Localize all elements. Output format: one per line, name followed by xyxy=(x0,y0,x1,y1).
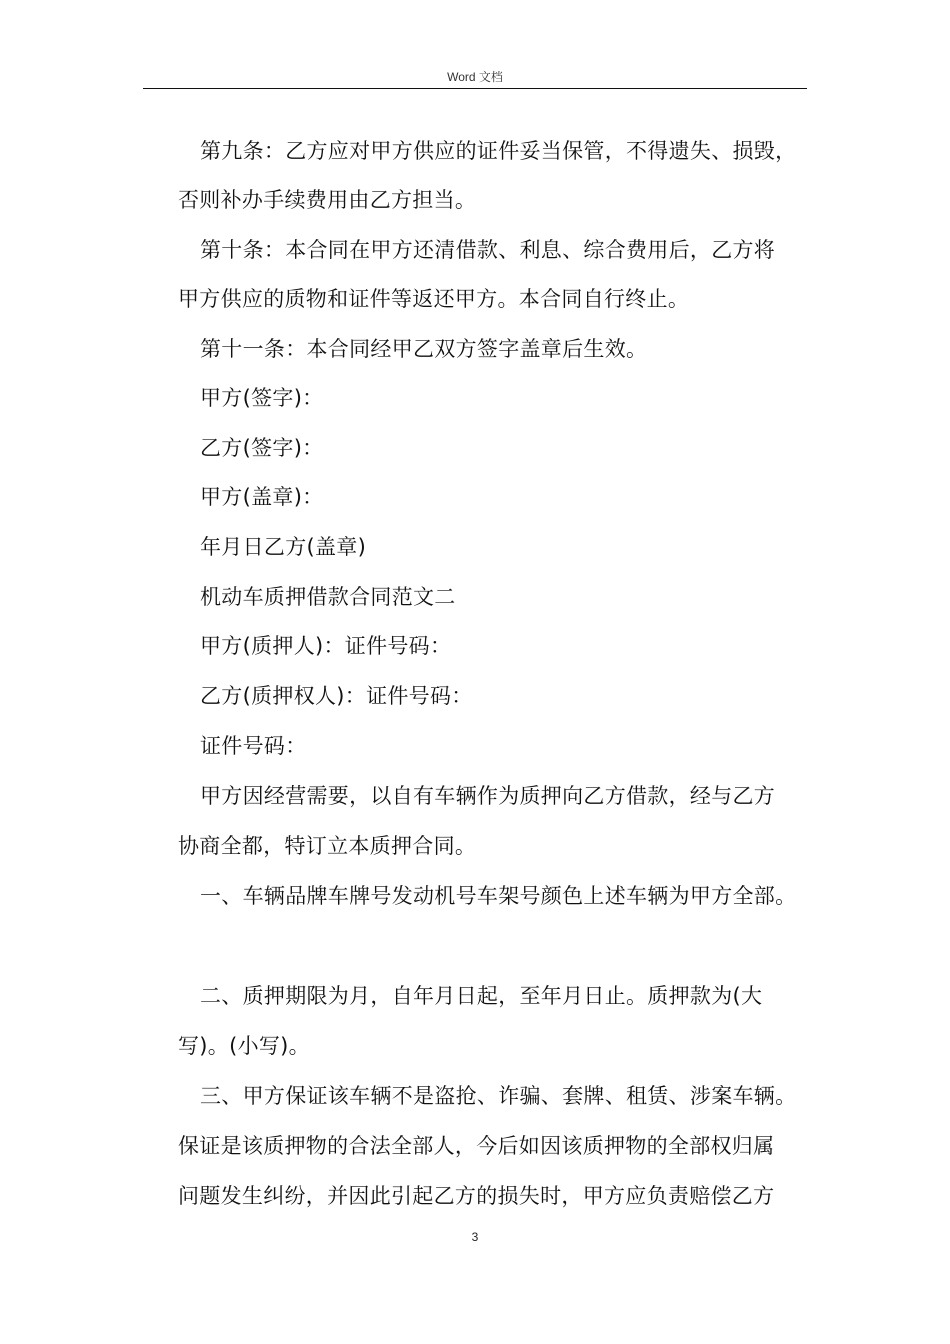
page-header: Word 文档 xyxy=(447,70,503,84)
signature-line: 年月日乙方(盖章) xyxy=(200,535,367,559)
body-line: 否则补办手续费用由乙方担当。 xyxy=(178,188,477,212)
signature-line: 甲方(签字)： xyxy=(200,386,324,410)
body-line: 写)。(小写)。 xyxy=(178,1034,310,1058)
party-line: 证件号码： xyxy=(200,734,307,758)
signature-line: 乙方(签字)： xyxy=(200,436,324,460)
body-line: 第十条：本合同在甲方还清借款、利息、综合费用后，乙方将 xyxy=(200,238,776,262)
body-line: 第九条：乙方应对甲方供应的证件妥当保管，不得遗失、损毁， xyxy=(200,139,797,163)
clause-line: 三、甲方保证该车辆不是盗抢、诈骗、套牌、租赁、涉案车辆。 xyxy=(200,1084,797,1108)
body-line: 第十一条：本合同经甲乙双方签字盖章后生效。 xyxy=(200,337,648,361)
signature-line: 甲方(盖章)： xyxy=(200,485,324,509)
page-number: 3 xyxy=(471,1230,479,1244)
section-title: 机动车质押借款合同范文二 xyxy=(200,585,456,609)
body-line: 协商全都，特订立本质押合同。 xyxy=(178,834,477,858)
party-line: 甲方(质押人)：证件号码： xyxy=(200,634,452,658)
body-line: 问题发生纠纷，并因此引起乙方的损失时，甲方应负责赔偿乙方 xyxy=(178,1184,775,1208)
party-line: 乙方(质押权人)：证件号码： xyxy=(200,684,473,708)
clause-line: 一、车辆品牌车牌号发动机号车架号颜色上述车辆为甲方全部。 xyxy=(200,884,797,908)
body-line: 保证是该质押物的合法全部人，今后如因该质押物的全部权归属 xyxy=(178,1134,775,1158)
body-line: 甲方供应的质物和证件等返还甲方。本合同自行终止。 xyxy=(178,287,690,311)
body-line: 甲方因经营需要，以自有车辆作为质押向乙方借款，经与乙方 xyxy=(200,784,776,808)
clause-line: 二、质押期限为月，自年月日起，至年月日止。质押款为(大 xyxy=(200,984,763,1008)
header-rule xyxy=(143,88,807,89)
